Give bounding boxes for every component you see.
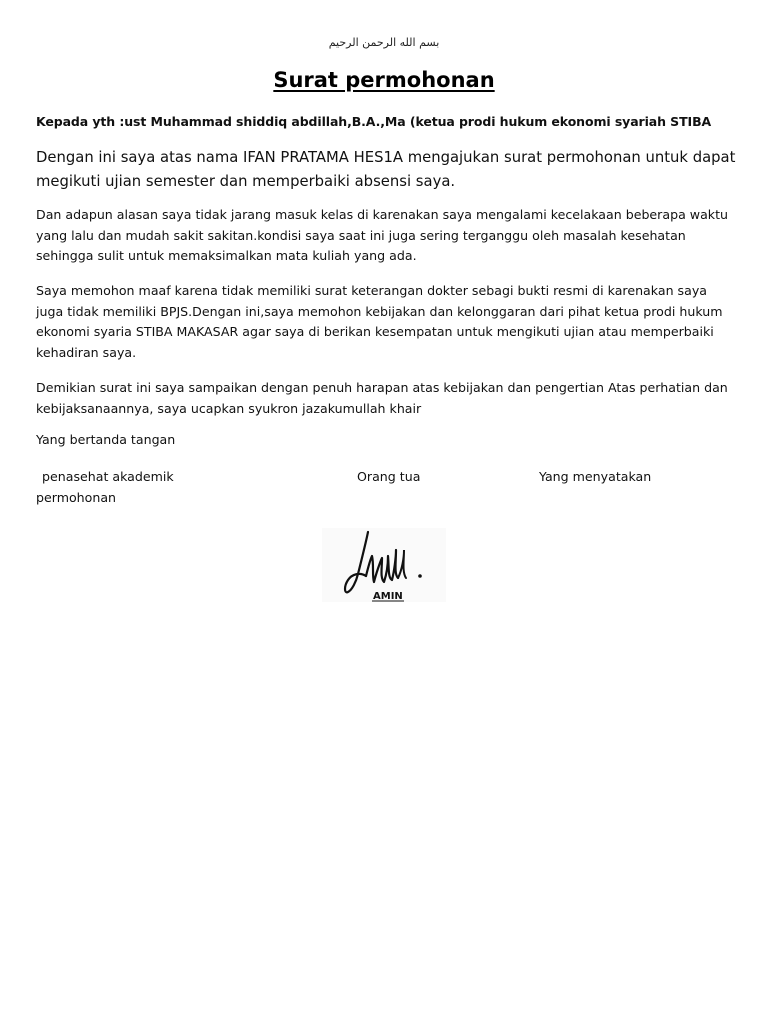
signatory-parent: Orang tua — [357, 469, 421, 484]
signatory-advisor: penasehat akademik — [42, 469, 174, 484]
closing-paragraph: Demikian surat ini saya sampaikan dengan penuh harapan atas kebijakan dan pengertian Atas perhatian dan kebijaksanaannya, saya ucapkan syukron jazakumullah khair — [36, 380, 728, 416]
recipient-line: Kepada yth :ust Muhammad shiddiq abdillah,B.A.,Ma (ketua prodi hukum ekonomi syariah STIBA — [36, 114, 712, 129]
intro-paragraph: Dengan ini saya atas nama IFAN PRATAMA HES1A mengajukan surat permohonan untuk dapat megikuti ujian semester dan memperbaiki absensi saya. — [36, 149, 736, 190]
basmala-header: بسم الله الرحمن الرحيم — [328, 36, 440, 49]
signatory-declarer: Yang menyatakan — [539, 469, 652, 484]
handwritten-signature — [322, 528, 446, 602]
signatory-declarer-wrap: permohonan — [36, 490, 117, 505]
reason-paragraph: Dan adapun alasan saya tidak jarang masuk kelas di karenakan saya mengalami kecelakaan beberapa waktu yang lalu dan mudah sakit sakitan.kondisi saya saat ini juga sering terganggu oleh masalah kesehatan sehingga sulit untuk memaksimalkan mata kuliah yang ada. — [36, 207, 729, 264]
request-paragraph: Saya memohon maaf karena tidak memiliki surat keterangan dokter sebagi bukti resmi di karenakan saya juga tidak memiliki BPJS.Dengan ini,saya memohon kebijakan dan kelonggaran dari pihat ketua prodi hukum ekonomi syaria STIBA MAKASAR agar saya di berikan kesempatan untuk mengikuti ujian atau memperbaiki kehadiran saya. — [36, 283, 723, 360]
signed-by-label: Yang bertanda tangan — [36, 432, 176, 447]
page-title: Surat permohonan — [273, 68, 495, 92]
signatories-row — [36, 467, 736, 509]
signature-image — [322, 528, 446, 602]
signature-name: AMIN — [373, 591, 403, 602]
